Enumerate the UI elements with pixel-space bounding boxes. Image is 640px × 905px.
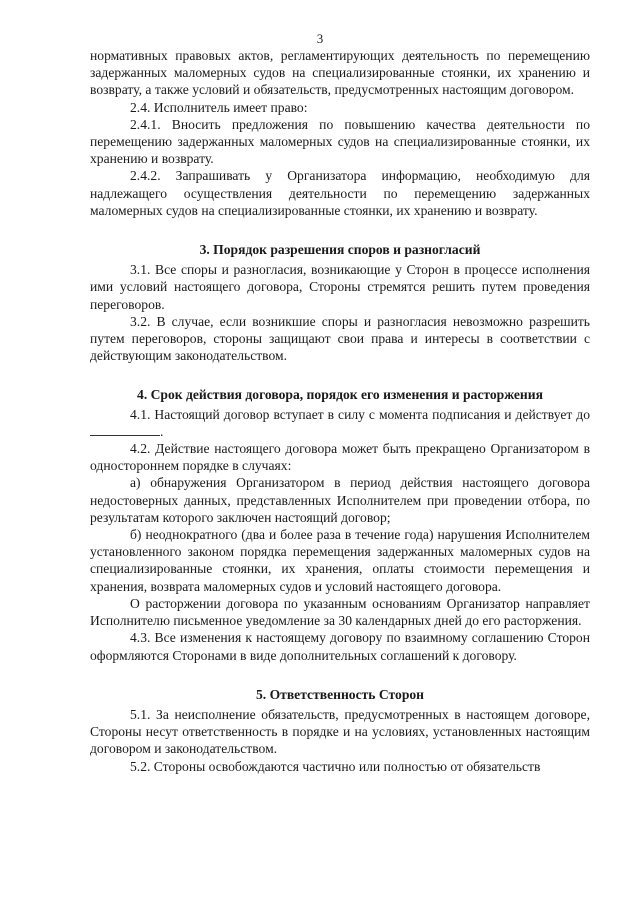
page-number: 3	[316, 31, 324, 46]
paragraph-4-3: 4.3. Все изменения к настоящему договору по взаимному соглашению Сторон оформляются Сторонами в виде дополнительных соглашений к договору.	[90, 630, 590, 663]
section-heading-3: 3. Порядок разрешения споров и разногласий	[199, 242, 481, 258]
paragraph-4-2: 4.2. Действие настоящего договора может быть прекращено Организатором в одностороннем порядке в случаях:	[90, 441, 590, 474]
paragraph-2-4: 2.4. Исполнитель имеет право:	[130, 99, 308, 115]
document-body	[90, 47, 590, 775]
paragraph-4-1-text: 4.1. Настоящий договор вступает в силу с момента подписания и действует до	[130, 406, 590, 422]
paragraph-4-2-b: б) неоднократного (два и более раза в течение года) нарушения Исполнителем установленного законом порядка перемещения задержанных маломерных судов на специализированные стоянки, их хранения, оплаты стоимости перемещения и хранения, возврата маломерных судов и условий настоящего договора.	[90, 527, 590, 594]
date-blank-field	[90, 424, 160, 436]
paragraph-3-1: 3.1. Все споры и разногласия, возникающие у Сторон в процессе исполнения ими условий настоящего договора, Стороны стремятся решить путем проведения переговоров.	[90, 262, 590, 312]
section-heading-4: 4. Срок действия договора, порядок его изменения и расторжения	[137, 387, 543, 403]
paragraph-3-2: 3.2. В случае, если возникшие споры и разногласия невозможно разрешить путем переговоров, стороны защищают свои права и интересы в соответствии с действующим законодательством.	[90, 313, 590, 364]
paragraph-intro: нормативных правовых актов, регламентирующих деятельность по перемещению задержанных маломерных судов на специализированные стоянки, их хранению и возврату, а также условий и обязательств, предусмотренных настоящим договором.	[90, 48, 590, 98]
paragraph-4-1-end: .	[160, 423, 164, 439]
paragraph-5-1: 5.1. За неисполнение обязательств, предусмотренных в настоящем договоре, Стороны несут ответственность в порядке и на условиях, установленных настоящим договором и законодательством.	[90, 706, 590, 757]
paragraph-5-2: 5.2. Стороны освобождаются частично или полностью от обязательств	[130, 758, 541, 774]
paragraph-2-4-2: 2.4.2. Запрашивать у Организатора информацию, необходимую для надлежащего осуществления деятельности по перемещению задержанных маломерных судов на специализированные стоянки, их хранению и возврату.	[90, 168, 590, 218]
section-heading-5: 5. Ответственность Сторон	[255, 686, 425, 702]
paragraph-2-4-1: 2.4.1. Вносить предложения по повышению качества деятельности по перемещению задержанных маломерных судов на специализированные стоянки, их хранению и возврату.	[90, 116, 590, 167]
paragraph-4-2-notice: О расторжении договора по указанным основаниям Организатор направляет Исполнителю письменное уведомление за 30 календарных дней до его расторжения.	[90, 595, 590, 629]
paragraph-4-1	[90, 406, 590, 440]
paragraph-4-2-a: а) обнаружения Организатором в период действия настоящего договора недостоверных данных, представленных Исполнителем при проведении отбора, по результатам которого заключен настоящий договор;	[90, 475, 590, 525]
